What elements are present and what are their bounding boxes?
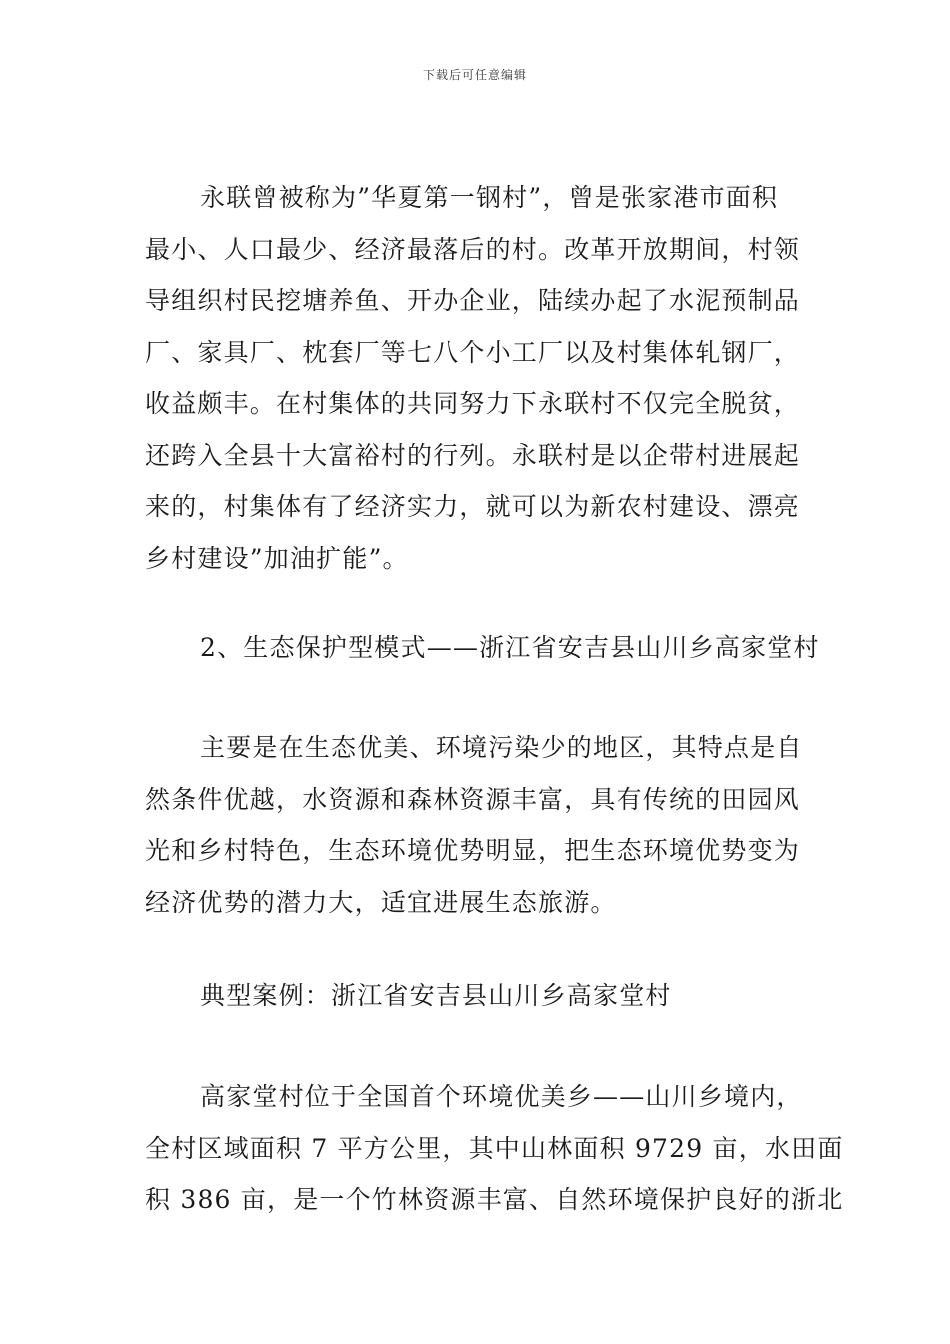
paragraph-characteristics [145,722,810,928]
paragraph-line: 收益颇丰。在村集体的共同努力下永联村不仅完全脱贫， [145,389,801,418]
paragraph-line: 主要是在生态优美、环境污染少的地区，其特点是自 [200,733,803,762]
paragraph-line: 光和乡村特色，生态环境优势明显，把生态环境优势变为 [145,836,801,865]
paragraph-line: 全村区域面积 7 平方公里，其中山林面积 9729 亩，水田面 [145,1133,844,1163]
paragraph-line: 最小、人口最少、经济最落后的村。改革开放期间，村领 [145,234,801,264]
paragraph-line: 高家堂村位于全国首个环境优美乡——山川乡境内， [200,1082,803,1111]
paragraph-yonglian [145,172,810,584]
paragraph-line: 永联曾被称为”华夏第一钢村”，曾是张家港市面积 [200,183,779,212]
paragraph-line: 乡村建设”加油扩能”。 [145,543,409,573]
section-heading-text: 2、生态保护型模式——浙江省安吉县山川乡高家堂村 [200,633,820,662]
section-heading-ecological-model [145,622,820,674]
typical-case-heading [145,970,810,1022]
paragraph-gaojiatang [145,1071,844,1226]
paragraph-line: 还跨入全县十大富裕村的行列。永联村是以企带村进展起 [145,440,801,470]
paragraph-line: 厂、家具厂、枕套厂等七八个小工厂以及村集体轧钢厂， [145,337,801,367]
paragraph-line: 然条件优越，水资源和森林资源丰富，具有传统的田园风 [145,784,801,814]
paragraph-line: 积 386 亩，是一个竹林资源丰富、自然环境保护良好的浙北 [145,1185,844,1214]
paragraph-line: 经济优势的潜力大，适宜进展生态旅游。 [145,887,617,917]
header-note: 下载后可任意编辑 [422,68,527,82]
paragraph-line: 来的，村集体有了经济实力，就可以为新农村建设、漂亮 [145,492,801,521]
typical-case-text: 典型案例：浙江省安吉县山川乡高家堂村 [200,981,672,1010]
paragraph-line: 导组织村民挖塘养鱼、开办企业，陆续办起了水泥预制品 [145,286,801,315]
